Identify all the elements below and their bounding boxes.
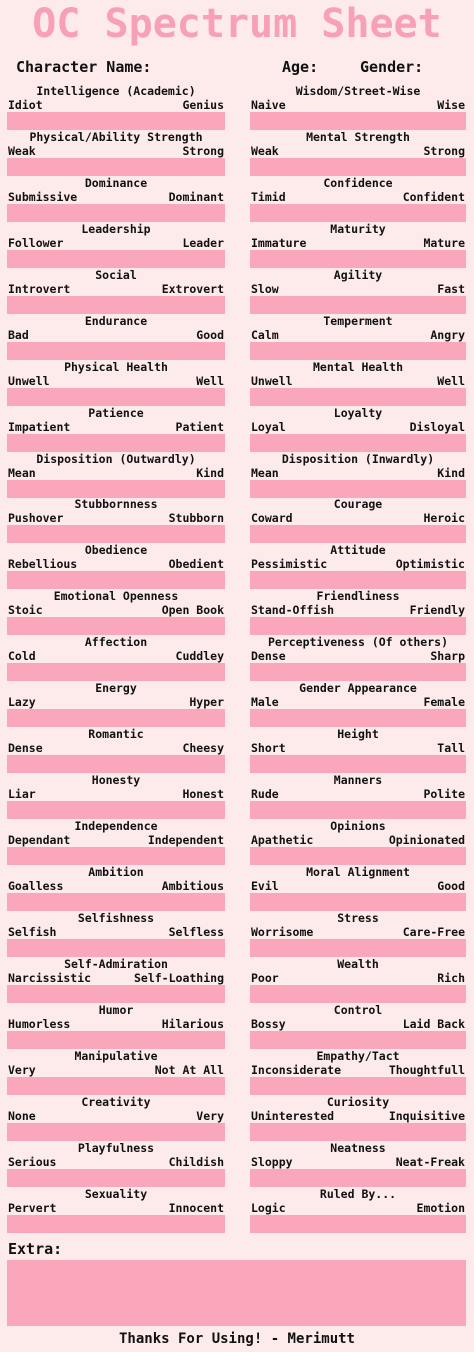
trait-low-label: Rude xyxy=(251,787,279,802)
trait-high-label: Cheesy xyxy=(182,741,224,756)
spectrum-bar[interactable] xyxy=(250,755,466,773)
trait-high-label: Neat-Freak xyxy=(395,1154,465,1169)
trait-high-label: Polite xyxy=(423,787,465,802)
trait-name: Gender Appearance xyxy=(299,681,417,696)
trait-low-label: Naive xyxy=(251,98,286,112)
trait-item xyxy=(7,589,225,635)
trait-item xyxy=(250,589,466,635)
trait-high-label: Sharp xyxy=(430,649,465,664)
trait-low-label: None xyxy=(8,1108,36,1123)
trait-low-label: Timid xyxy=(251,189,286,204)
trait-high-label: Good xyxy=(196,327,224,342)
spectrum-bar[interactable] xyxy=(250,342,466,360)
trait-low-label: Pushover xyxy=(8,511,64,526)
spectrum-bar[interactable] xyxy=(250,847,466,865)
trait-low-label: Bad xyxy=(8,327,29,342)
trait-high-label: Strong xyxy=(423,143,465,158)
trait-item xyxy=(250,681,466,727)
trait-name: Disposition (Outwardly) xyxy=(36,451,196,466)
trait-item xyxy=(7,176,225,222)
right-trait-column xyxy=(250,84,466,1232)
trait-item xyxy=(250,1187,466,1233)
trait-item xyxy=(250,452,466,498)
spectrum-bar[interactable] xyxy=(7,847,225,865)
spectrum-bar[interactable] xyxy=(7,342,225,360)
trait-high-label: Strong xyxy=(182,143,224,158)
trait-item xyxy=(7,222,225,268)
trait-item xyxy=(250,176,466,222)
trait-low-label: Impatient xyxy=(8,419,71,434)
trait-name: Height xyxy=(337,727,379,742)
footer-credit: Thanks For Using! - Merimutt xyxy=(118,1331,355,1347)
trait-item xyxy=(7,130,225,176)
spectrum-bar[interactable] xyxy=(7,480,225,498)
trait-low-label: Weak xyxy=(8,143,36,158)
trait-name: Obedience xyxy=(84,543,148,558)
age-label: Age: xyxy=(282,58,319,76)
trait-low-label: Short xyxy=(251,741,286,756)
trait-item xyxy=(7,360,225,406)
trait-low-label: Dependant xyxy=(8,833,71,847)
trait-name: Creativity xyxy=(81,1094,151,1109)
trait-high-label: Disloyal xyxy=(409,419,465,434)
spectrum-bar[interactable] xyxy=(7,893,225,911)
spectrum-bar[interactable] xyxy=(7,525,225,543)
trait-name: Romantic xyxy=(88,727,144,742)
trait-high-label: Inquisitive xyxy=(388,1108,465,1123)
trait-low-label: Bossy xyxy=(251,1016,286,1031)
spectrum-bar[interactable] xyxy=(250,709,466,727)
trait-low-label: Apathetic xyxy=(251,833,314,847)
spectrum-bar[interactable] xyxy=(7,617,225,635)
trait-high-label: Well xyxy=(437,373,465,388)
trait-low-label: Submissive xyxy=(8,189,78,204)
trait-name: Mental Health xyxy=(312,359,403,374)
trait-name: Social xyxy=(95,267,137,282)
spectrum-bar[interactable] xyxy=(250,571,466,589)
trait-name: Playfulness xyxy=(77,1140,155,1155)
spectrum-bar[interactable] xyxy=(7,709,225,727)
trait-high-label: Cuddley xyxy=(175,649,224,664)
spectrum-bar[interactable] xyxy=(250,663,466,681)
trait-low-label: Dense xyxy=(8,741,43,756)
trait-item xyxy=(250,543,466,589)
trait-low-label: Stoic xyxy=(8,603,43,618)
spectrum-bar[interactable] xyxy=(7,801,225,819)
trait-high-label: Ambitious xyxy=(161,878,224,893)
trait-low-label: Serious xyxy=(8,1154,57,1169)
trait-high-label: Innocent xyxy=(168,1200,224,1215)
spectrum-bar[interactable] xyxy=(7,1215,225,1233)
trait-low-label: Pessimistic xyxy=(251,557,328,572)
spectrum-bar[interactable] xyxy=(7,112,225,130)
spectrum-bar[interactable] xyxy=(250,939,466,957)
trait-name: Perceptiveness (Of others) xyxy=(267,635,448,650)
trait-name: Friendliness xyxy=(316,589,400,604)
spectrum-bar[interactable] xyxy=(7,939,225,957)
spectrum-bar[interactable] xyxy=(7,1077,225,1095)
trait-low-label: Selfish xyxy=(8,924,57,939)
trait-name: Intelligence (Academic) xyxy=(36,84,196,98)
extra-label: Extra: xyxy=(8,1240,63,1258)
trait-item xyxy=(7,681,225,727)
trait-name: Endurance xyxy=(84,313,148,328)
trait-item xyxy=(7,406,225,452)
trait-high-label: Independent xyxy=(147,833,224,847)
trait-high-label: Friendly xyxy=(409,603,465,618)
trait-high-label: Emotion xyxy=(416,1200,465,1215)
trait-low-label: Sloppy xyxy=(251,1154,293,1169)
trait-item xyxy=(250,268,466,314)
trait-name: Attitude xyxy=(330,543,386,558)
trait-low-label: Humorless xyxy=(8,1016,71,1031)
trait-low-label: Worrisome xyxy=(251,924,314,939)
spectrum-bar[interactable] xyxy=(250,296,466,314)
trait-low-label: Cold xyxy=(8,649,36,664)
spectrum-bar[interactable] xyxy=(7,1031,225,1049)
trait-item xyxy=(7,865,225,911)
trait-name: Agility xyxy=(333,267,383,282)
trait-low-label: Male xyxy=(251,695,279,710)
trait-high-label: Care-Free xyxy=(402,924,465,939)
trait-name: Independence xyxy=(74,819,158,833)
trait-low-label: Very xyxy=(8,1062,36,1077)
trait-name: Wisdom/Street-Wise xyxy=(295,84,421,98)
trait-item xyxy=(250,406,466,452)
trait-item xyxy=(250,1095,466,1141)
trait-high-label: Opinionated xyxy=(388,833,465,847)
trait-name: Patience xyxy=(88,405,144,420)
trait-high-label: Leader xyxy=(182,235,224,250)
trait-item xyxy=(7,727,225,773)
trait-low-label: Mean xyxy=(8,465,36,480)
spectrum-bar[interactable] xyxy=(250,985,466,1003)
trait-low-label: Evil xyxy=(251,878,279,893)
trait-low-label: Coward xyxy=(251,511,293,526)
spectrum-bar[interactable] xyxy=(250,388,466,406)
trait-name: Stress xyxy=(337,910,379,925)
trait-item xyxy=(7,957,225,1003)
trait-low-label: Liar xyxy=(8,787,36,802)
spectrum-bar[interactable] xyxy=(7,571,225,589)
trait-name: Disposition (Inwardly) xyxy=(281,451,435,466)
trait-item xyxy=(7,635,225,681)
trait-high-label: Extrovert xyxy=(161,281,224,296)
trait-item xyxy=(7,1141,225,1187)
trait-name: Self-Admiration xyxy=(64,956,168,971)
trait-high-label: Optimistic xyxy=(395,557,465,572)
trait-name: Emotional Openness xyxy=(53,589,179,604)
trait-name: Moral Alignment xyxy=(306,864,410,879)
trait-name: Temperment xyxy=(323,313,393,328)
trait-low-label: Stand-Offish xyxy=(251,603,335,618)
spectrum-bar[interactable] xyxy=(250,893,466,911)
trait-item xyxy=(7,452,225,498)
spectrum-bar[interactable] xyxy=(250,112,466,130)
trait-low-label: Follower xyxy=(8,235,64,250)
trait-low-label: Poor xyxy=(251,970,279,985)
trait-name: Wealth xyxy=(337,956,379,971)
spectrum-bar[interactable] xyxy=(250,525,466,543)
extra-notes-box[interactable] xyxy=(7,1260,466,1326)
trait-item xyxy=(7,497,225,543)
trait-item xyxy=(250,1049,466,1095)
spectrum-bar[interactable] xyxy=(7,755,225,773)
trait-item xyxy=(7,1095,225,1141)
trait-item xyxy=(250,957,466,1003)
trait-item xyxy=(250,819,466,865)
trait-item xyxy=(7,314,225,360)
trait-name: Confidence xyxy=(323,175,393,190)
trait-low-label: Rebellious xyxy=(8,557,78,572)
trait-high-label: Female xyxy=(423,695,465,710)
trait-name: Manipulative xyxy=(74,1048,158,1063)
spectrum-bar[interactable] xyxy=(250,480,466,498)
trait-item xyxy=(7,84,225,130)
trait-high-label: Mature xyxy=(423,235,465,250)
spectrum-bar[interactable] xyxy=(7,296,225,314)
spectrum-bar[interactable] xyxy=(7,1123,225,1141)
trait-high-label: Self-Loathing xyxy=(133,970,224,985)
trait-low-label: Unwell xyxy=(8,373,50,388)
trait-name: Maturity xyxy=(330,221,386,236)
trait-name: Manners xyxy=(333,773,383,788)
trait-item xyxy=(7,911,225,957)
trait-high-label: Heroic xyxy=(423,511,465,526)
trait-low-label: Narcissistic xyxy=(8,970,92,985)
trait-item xyxy=(7,1003,225,1049)
trait-item xyxy=(250,222,466,268)
trait-high-label: Childish xyxy=(168,1154,224,1169)
page-title: OC Spectrum Sheet xyxy=(32,1,442,47)
trait-item xyxy=(250,727,466,773)
trait-item xyxy=(250,497,466,543)
trait-low-label: Calm xyxy=(251,327,279,342)
trait-item xyxy=(250,865,466,911)
trait-name: Neatness xyxy=(330,1140,386,1155)
spectrum-bar[interactable] xyxy=(250,617,466,635)
spectrum-bar[interactable] xyxy=(7,663,225,681)
trait-name: Energy xyxy=(95,681,137,696)
trait-name: Sexuality xyxy=(84,1186,148,1201)
spectrum-bar[interactable] xyxy=(7,158,225,176)
trait-high-label: Tall xyxy=(437,741,465,756)
gender-label: Gender: xyxy=(360,58,424,76)
trait-item xyxy=(250,1141,466,1187)
trait-low-label: Logic xyxy=(251,1200,286,1215)
trait-low-label: Slow xyxy=(251,281,279,296)
trait-low-label: Immature xyxy=(251,235,307,250)
spectrum-bar[interactable] xyxy=(250,434,466,452)
trait-name: Physical/Ability Strength xyxy=(29,129,203,144)
trait-high-label: Obedient xyxy=(168,557,224,572)
trait-item xyxy=(250,360,466,406)
trait-high-label: Honest xyxy=(182,787,224,802)
trait-name: Opinions xyxy=(330,819,386,833)
trait-name: Empathy/Tact xyxy=(316,1048,400,1063)
trait-high-label: Open Book xyxy=(161,603,224,618)
trait-high-label: Very xyxy=(196,1108,224,1123)
trait-item xyxy=(7,1187,225,1233)
trait-low-label: Uninterested xyxy=(251,1108,335,1123)
trait-name: Physical Health xyxy=(64,359,168,374)
spectrum-bar[interactable] xyxy=(7,388,225,406)
trait-high-label: Good xyxy=(437,878,465,893)
spectrum-bar[interactable] xyxy=(250,801,466,819)
trait-high-label: Wise xyxy=(437,98,465,112)
trait-low-label: Introvert xyxy=(8,281,71,296)
trait-item xyxy=(7,268,225,314)
trait-high-label: Hyper xyxy=(189,695,224,710)
trait-high-label: Confident xyxy=(402,189,465,204)
spectrum-bar[interactable] xyxy=(7,434,225,452)
trait-low-label: Idiot xyxy=(8,98,43,112)
trait-name: Ambition xyxy=(88,864,144,879)
spectrum-bar[interactable] xyxy=(250,1031,466,1049)
character-name-label: Character Name: xyxy=(16,58,152,76)
trait-item xyxy=(7,1049,225,1095)
trait-item xyxy=(250,635,466,681)
left-trait-column xyxy=(7,84,225,1232)
trait-low-label: Pervert xyxy=(8,1200,57,1215)
trait-low-label: Goalless xyxy=(8,878,64,893)
spectrum-bar[interactable] xyxy=(250,1169,466,1187)
trait-high-label: Angry xyxy=(430,327,465,342)
trait-low-label: Dense xyxy=(251,649,286,664)
trait-item xyxy=(250,911,466,957)
trait-item xyxy=(250,773,466,819)
trait-name: Loyalty xyxy=(333,405,383,420)
trait-name: Affection xyxy=(84,635,148,650)
trait-high-label: Fast xyxy=(437,281,465,296)
spectrum-bar[interactable] xyxy=(7,204,225,222)
trait-low-label: Inconsiderate xyxy=(251,1062,342,1077)
trait-high-label: Hilarious xyxy=(161,1016,224,1031)
trait-name: Mental Strength xyxy=(306,129,410,144)
trait-high-label: Stubborn xyxy=(168,511,224,526)
trait-item xyxy=(250,130,466,176)
spectrum-bar[interactable] xyxy=(250,1123,466,1141)
spectrum-bar[interactable] xyxy=(250,250,466,268)
spectrum-bar[interactable] xyxy=(250,1215,466,1233)
trait-name: Stubbornness xyxy=(74,497,158,512)
trait-high-label: Selfless xyxy=(168,924,224,939)
trait-high-label: Genius xyxy=(182,98,224,112)
trait-name: Humor xyxy=(98,1002,134,1017)
trait-item xyxy=(250,314,466,360)
spectrum-bar[interactable] xyxy=(250,204,466,222)
trait-high-label: Kind xyxy=(196,465,224,480)
trait-low-label: Lazy xyxy=(8,695,36,710)
trait-low-label: Unwell xyxy=(251,373,293,388)
trait-low-label: Loyal xyxy=(251,419,286,434)
spectrum-bar[interactable] xyxy=(250,1077,466,1095)
trait-item xyxy=(7,543,225,589)
spectrum-bar[interactable] xyxy=(250,158,466,176)
spectrum-bar[interactable] xyxy=(7,250,225,268)
trait-high-label: Rich xyxy=(437,970,465,985)
trait-name: Selfishness xyxy=(77,910,155,925)
trait-item xyxy=(7,819,225,865)
trait-name: Dominance xyxy=(84,175,148,190)
trait-high-label: Laid Back xyxy=(402,1016,465,1031)
trait-item xyxy=(250,84,466,130)
trait-high-label: Dominant xyxy=(168,189,224,204)
spectrum-bar[interactable] xyxy=(7,1169,225,1187)
spectrum-bar[interactable] xyxy=(7,985,225,1003)
trait-item xyxy=(250,1003,466,1049)
trait-name: Courage xyxy=(333,497,383,512)
trait-low-label: Weak xyxy=(251,143,279,158)
trait-name: Ruled By... xyxy=(319,1186,397,1201)
trait-high-label: Well xyxy=(196,373,224,388)
trait-high-label: Thoughtfull xyxy=(388,1062,465,1077)
trait-item xyxy=(7,773,225,819)
trait-high-label: Not At All xyxy=(154,1062,224,1077)
trait-name: Honesty xyxy=(91,773,141,788)
trait-high-label: Patient xyxy=(175,419,224,434)
trait-name: Curiosity xyxy=(326,1094,390,1109)
trait-high-label: Kind xyxy=(437,465,465,480)
trait-name: Leadership xyxy=(81,221,151,236)
trait-low-label: Mean xyxy=(251,465,279,480)
trait-name: Control xyxy=(333,1002,383,1017)
